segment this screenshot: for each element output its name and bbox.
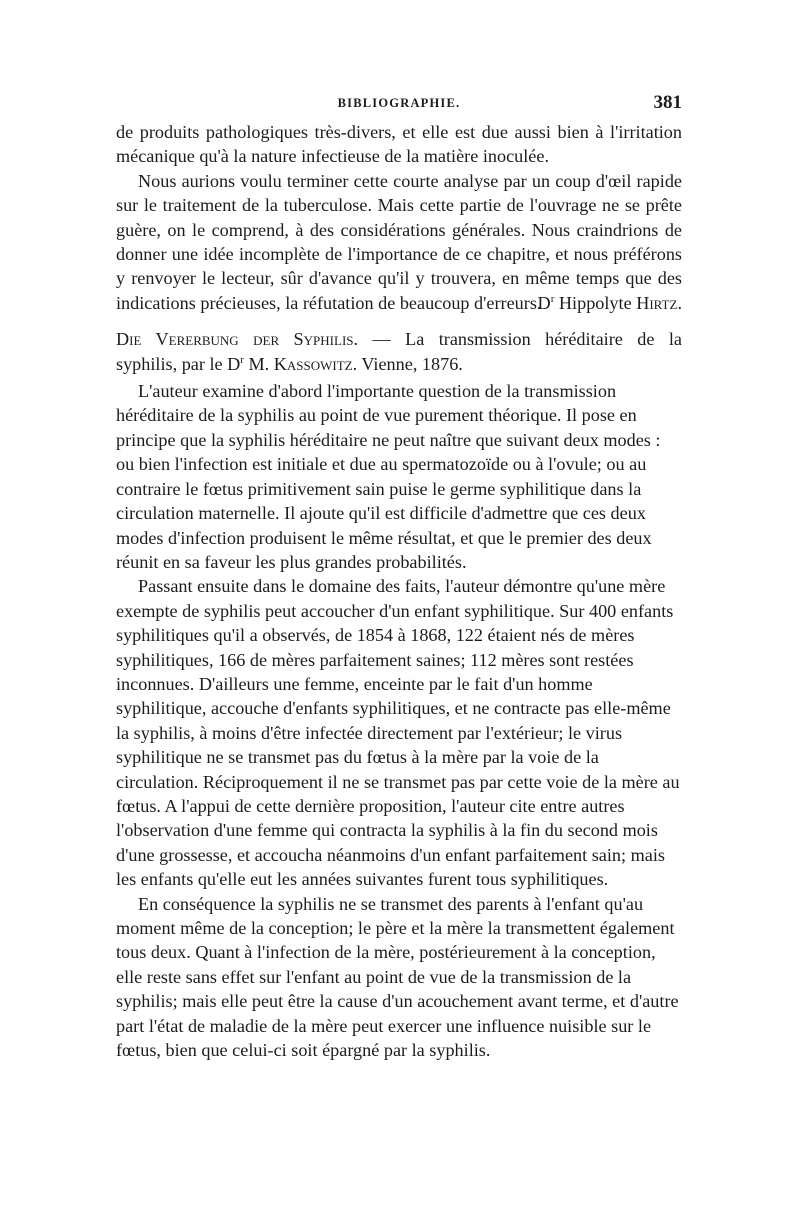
review1-paragraph-2: Nous aurions voulu terminer cette courte analyse par un coup d'œil rapide sur le traitement de la tuberculose. Mais cette partie de l'ouvrage ne se prête guère, on le comprend, à des considérations générales. Nous craindrions de donner une idée incomplète de l'importance de ce chapitre, et nous préférons y renvoyer le lecteur, sûr d'avance qu'il y trouvera, en même temps que des indications précieuses, la réfutation de beaucoup d'erreurs. — [116, 170, 682, 313]
running-head — [116, 92, 682, 120]
review2-title-line-2 — [116, 352, 682, 376]
page-number: 381 — [653, 92, 682, 113]
review2-author-sup: r — [240, 353, 244, 366]
review-syphilis — [116, 327, 682, 1062]
review2-paragraph-2: Passant ensuite dans le domaine des faits, l'auteur démontre qu'une mère exempte de syphilis peut accoucher d'un enfant syphilitique. Sur 400 enfants syphilitiques qu'il a observés, de 1854 à 1868, 122 étaient nés de mères syphilitiques, 166 de mères parfaitement saines; 112 mères sont restées inconnues. D'ailleurs une femme, enceinte par le fait d'un homme syphilitique, accouche d'enfants syphilitiques, et ne contracte pas elle-même la syphilis, à moins d'être infectée directement par l'extérieur; le virus syphilitique ne se transmet pas du fœtus à la mère par la voie de la circulation. Réciproquement il ne se transmet pas par cette voie de la mère au fœtus. A l'appui de cette dernière proposition, l'auteur cite entre autres l'observation d'une femme qui contracta la syphilis à la fin du second mois d'une grossesse, et accoucha néanmoins d'un enfant parfaitement sain; mais les enfants qu'elle eut les années suivantes furent tous syphilitiques. — [116, 576, 680, 890]
review2-title-dash: — — [372, 329, 391, 350]
review2-german-title: Die Vererbung der Syphilis. — [116, 329, 359, 350]
review2-place-date: Vienne, 1876. — [361, 353, 463, 374]
signature-prefix: D — [537, 292, 551, 313]
review2-author-initial: M. — [248, 353, 270, 374]
review2-paragraph-1: L'auteur examine d'abord l'importante question de la transmission héréditaire de la syphilis au point de vue purement théorique. Il pose en principe que la syphilis héréditaire ne peut naître que suivant deux modes : ou bien l'infection est initiale et due au spermatozoïde ou à l'ovule; ou au contraire le fœtus primitivement sain puise le germe syphilitique dans la circulation maternelle. Il ajoute qu'il est difficile d'admettre que ces deux modes d'infection produisent le même résultat, et que le premier des deux réunit en sa faveur les plus grandes probabilités. — [116, 381, 661, 572]
review2-french-title: La transmission héréditaire de la — [405, 329, 683, 350]
review-tuberculose — [116, 120, 682, 315]
review2-author-name: Kassowitz. — [273, 353, 358, 374]
signature-last-name: Hirtz. — [636, 292, 682, 313]
review2-title-line-1 — [116, 327, 682, 351]
review1-paragraph-1: de produits pathologiques très-divers, et elle est due aussi bien à l'irritation mécanique qu'à la nature infectieuse de la matière inoculée. — [116, 122, 682, 167]
review2-paragraph-3: En conséquence la syphilis ne se transmet des parents à l'enfant qu'au moment même de la conception; le père et la mère la transmettent également tous deux. Quant à l'infection de la mère, postérieurement à la conception, elle reste sans effet sur l'enfant au point de vue de la transmission de la syphilis; mais elle peut être la cause d'un acouchement avant terme, et d'autre part l'état de maladie de la mère peut exercer une influence nuisible sur le fœtus, bien que celui-ci soit épargné par la syphilis. — [116, 893, 679, 1061]
page — [116, 92, 682, 1062]
signature-sup: r — [550, 292, 555, 305]
review2-title-line2-start: syphilis, par le — [116, 353, 223, 374]
review2-author-prefix: D — [227, 353, 241, 374]
running-title: BIBLIOGRAPHIE. — [337, 96, 461, 110]
signature-first-name: Hippolyte — [558, 292, 632, 313]
